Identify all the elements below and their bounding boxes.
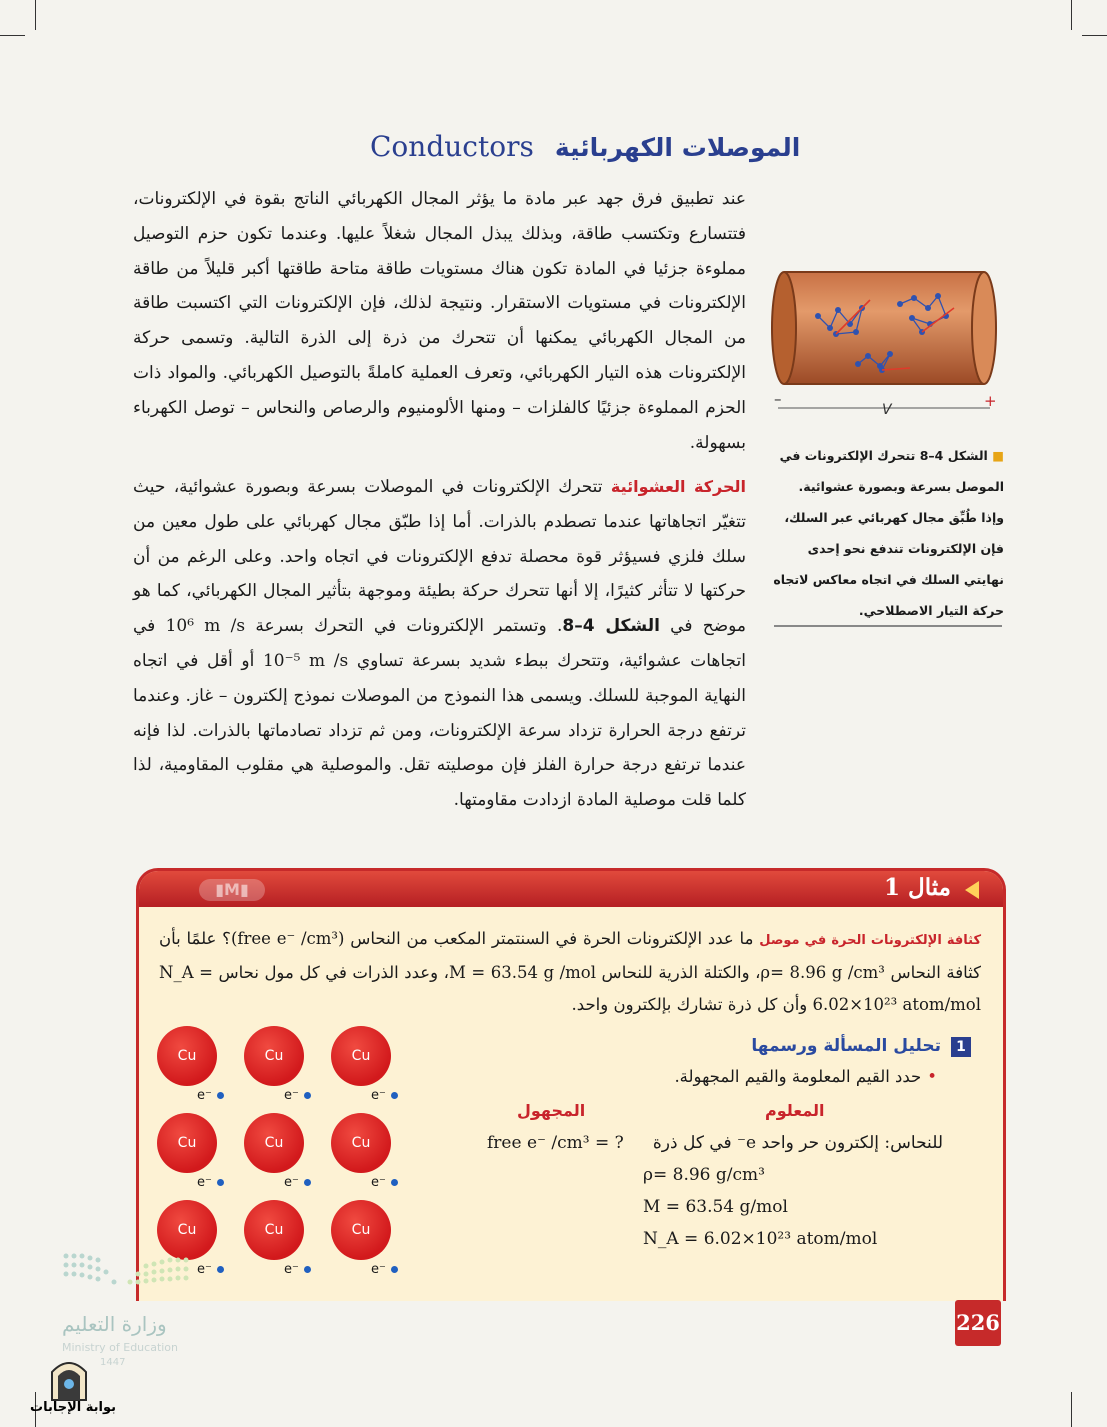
electron-dot-icon (217, 1266, 224, 1273)
example-question (159, 923, 981, 1021)
caption-divider (774, 625, 1002, 627)
step-instruction-text: حدد القيم المعلومة والقيم المجهولة. (674, 1067, 922, 1086)
electron-label: e⁻ (284, 1088, 299, 1103)
ministry-name-arabic: وزارة التعليم (62, 1312, 167, 1336)
electron (197, 1175, 224, 1190)
copper-lattice-diagram (153, 1026, 413, 1286)
wire-electron-figure (770, 268, 1002, 418)
known-value: M = 63.54 g/mol (643, 1197, 788, 1217)
copper-atom: Cu (157, 1200, 217, 1260)
answers-portal-label: بوابة الإجابات (30, 1400, 116, 1415)
copper-atom: Cu (157, 1026, 217, 1086)
speed-value: 10⁻⁵ m /s (262, 650, 349, 671)
paragraph-text: في اتجاهات عشوائية، وتتحرك ببطء شديد بسرعة تساوي (133, 616, 746, 671)
copper-atom: Cu (331, 1113, 391, 1173)
electron (371, 1262, 398, 1277)
step-title: تحليل المسألة ورسمها (751, 1036, 941, 1056)
electron-dot-icon (391, 1266, 398, 1273)
caption-text: تتحرك الإلكترونات في الموصل بسرعة وبصورة عشوائية. وإذا طُبِّق مجال كهربائي عبر السلك، فإن الإلكترونات تندفع نحو إحدى نهايتي السلك في اتجاه معاكس لاتجاه حركة التيار الاصطلاحي. (773, 448, 1004, 618)
known-value: N_A = 6.02×10²³ atom/mol (643, 1229, 878, 1249)
crop-mark (0, 35, 25, 36)
electron-dot-icon (304, 1179, 311, 1186)
crop-mark (1082, 35, 1107, 36)
paragraph-text: تتحرك الإلكترونات في الموصلات بسرعة وبصورة عشوائية، حيث تتغيّر اتجاهاتها عندما تصطدم بالذرات. أما إذا طبّق مجال كهربائي على طول معين من سلك فلزي فسيؤثر قوة محصلة تدفع الإلكترونات في اتجاه واحد. وعلى الرغم من أن حركتها لا تتأثر كثيرًا، إلا أنها تتحرك حركة بطيئة وموجهة بتأثير المجال الكهربائي، كما هو موضح في (133, 477, 747, 637)
copper-atom: Cu (331, 1026, 391, 1086)
electron-label: e⁻ (371, 1088, 386, 1103)
example-header (139, 871, 1003, 907)
caption-label: الشكل 4–8 (919, 448, 988, 463)
copper-atom: Cu (244, 1113, 304, 1173)
copper-atom: Cu (244, 1026, 304, 1086)
paragraph-text: . وتستمر الإلكترونات في التحرك بسرعة (255, 616, 563, 637)
electron-label: e⁻ (284, 1262, 299, 1277)
electron (371, 1175, 398, 1190)
electron-label: e⁻ (197, 1175, 212, 1190)
crop-mark (1071, 0, 1072, 30)
example-panel (136, 868, 1006, 1301)
electron-label: e⁻ (197, 1088, 212, 1103)
copper-atom: Cu (157, 1113, 217, 1173)
known-header: المعلوم (765, 1101, 825, 1120)
unknown-header: المجهول (517, 1101, 586, 1120)
bullet-icon: • (927, 1067, 937, 1086)
electron (284, 1175, 311, 1190)
figure-reference[interactable]: الشكل 4–8 (562, 616, 660, 637)
page-number: 226 (955, 1300, 1001, 1346)
electron-dot-icon (217, 1092, 224, 1099)
step-number: 1 (951, 1037, 971, 1057)
voltage-label: V (882, 402, 892, 418)
mosque-logo-icon (48, 1354, 90, 1402)
copper-atom: Cu (244, 1200, 304, 1260)
heading-english: Conductors (370, 130, 534, 163)
electron (371, 1088, 398, 1103)
crop-mark (1071, 1392, 1072, 1427)
ministry-name-english: Ministry of Education (62, 1341, 179, 1354)
paragraph-random-motion (133, 470, 746, 818)
paragraph-conduction: عند تطبيق فرق جهد عبر مادة ما يؤثر المجال الكهربائي الناتج بقوة في الإلكترونات، فتتسارع وتكتسب طاقة، وبذلك يبذل المجال شغلاً عليها. وعندما تكون حزم التوصيل مملوءة جزئيا في المادة تكون هناك مستويات طاقة متاحة طاقتها أكبر قليلاً من طاقة الإلكترونات في مستويات الاستقرار. ونتيجة لذلك، فإن الإلكترونات التي اكتسبت طاقة من المجال الكهربائي يمكنها أن تتحرك من ذرة إلى الذرة التالية. وتسمى حركة الإلكترونات هذه التيار الكهربائي، وتعرف العملية كاملةً بالتوصيل الكهربائي. والمواد ذات الحزم المملوءة جزئيًا كالفلزات – ومنها الألومنيوم والرصاص والنحاس – توصل الكهرباء بسهولة. (133, 189, 746, 453)
step-instruction (674, 1067, 937, 1086)
minus-terminal: – (774, 390, 782, 408)
step-heading (751, 1036, 971, 1057)
known-value: للنحاس: إلكترون حر واحد e⁻ في كل ذرة (652, 1133, 943, 1153)
triangle-marker-icon (965, 881, 979, 899)
unknown-value: free e⁻ /cm³ = ? (487, 1133, 624, 1153)
electron (197, 1088, 224, 1103)
speed-value: 10⁶ m /s (165, 616, 246, 637)
copper-atom: Cu (331, 1200, 391, 1260)
electron-label: e⁻ (284, 1175, 299, 1190)
ministry-year: 1447 (100, 1357, 126, 1368)
example-title: مثال 1 (883, 874, 951, 901)
electron-label: e⁻ (197, 1262, 212, 1277)
paragraph-text: أو أقل في اتجاه النهاية الموجبة للسلك. ويسمى هذا النموذج من الموصلات نموذج إلكترون – غاز. وعندما ترتفع درجة الحرارة تزداد سرعة الإلكترونات، ومن ثم تزداد تصادماتها بالذرات. لذا فإنه عندما ترتفع درجة حرارة الفلز فإن موصليته تقل. والموصلية هي مقلوب المقاومية، لذا كلما قلت موصلية المادة ازدادت مقاومتها. (133, 650, 746, 811)
heading-arabic: الموصلات الكهربائية (554, 133, 801, 162)
example-question-text: ما عدد الإلكترونات الحرة في السنتمتر المكعب من النحاس (free e⁻ /cm³)؟ علمًا بأن كثافة النحاس ρ= 8.96 g /cm³، والكتلة الذرية للنحاس M = 63.54 g /mol، وعدد الذرات في كل مول نحاس N_A = 6.02×10²³ atom/mol وأن كل ذرة تشارك بإلكترون واحد. (159, 929, 981, 1014)
keyword-random-motion: الحركة العشوائية (610, 477, 747, 496)
known-value: ρ= 8.96 g/cm³ (643, 1165, 765, 1185)
electron-label: e⁻ (371, 1262, 386, 1277)
electron (284, 1088, 311, 1103)
electron-label: e⁻ (371, 1175, 386, 1190)
electron-dot-icon (217, 1179, 224, 1186)
crop-mark (35, 0, 36, 30)
electron-dot-icon (391, 1179, 398, 1186)
section-heading (370, 130, 801, 174)
figure-caption (772, 440, 1004, 626)
electron (284, 1262, 311, 1277)
plus-terminal: + (984, 392, 997, 410)
decorative-logo-icon: ▮M▮ (199, 879, 265, 901)
example-keyword: كثافة الإلكترونات الحرة في موصل (759, 933, 982, 948)
ministry-logo-icon (62, 1252, 202, 1288)
electron-dot-icon (304, 1092, 311, 1099)
caption-bullet-icon: ■ (992, 448, 1004, 463)
electron-dot-icon (391, 1092, 398, 1099)
electron-dot-icon (304, 1266, 311, 1273)
